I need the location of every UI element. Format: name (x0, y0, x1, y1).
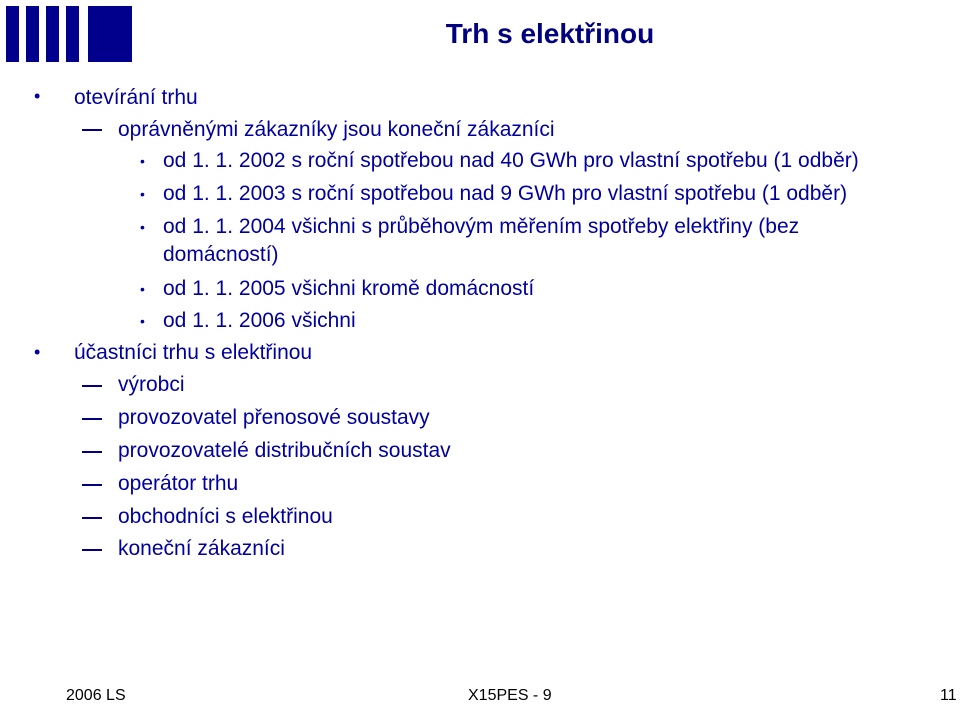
dash-icon (82, 451, 102, 453)
bullet-icon: • (34, 342, 41, 362)
dash-icon (82, 484, 102, 486)
bullet-icon: • (140, 281, 145, 297)
footer-center: X15PES - 9 (468, 687, 552, 704)
bullet-icon: • (140, 153, 145, 169)
list-item-level2: operátor trhu (118, 472, 239, 495)
footer-page-number: 11 (940, 687, 957, 704)
list-item-level2: koneční zákazníci (118, 537, 285, 560)
slide-title: Trh s elektřinou (445, 18, 655, 49)
bullet-icon: • (34, 86, 41, 106)
dash-icon (82, 517, 102, 519)
list-item-level3: od 1. 1. 2002 s roční spotřebou nad 40 GWh pro vlastní spotřebu (1 odběr) (163, 149, 859, 172)
list-item-level3: od 1. 1. 2006 všichni (163, 309, 356, 332)
list-item-level2: výrobci (118, 373, 185, 396)
list-item-level3: od 1. 1. 2003 s roční spotřebou nad 9 GWh pro vlastní spotřebu (1 odběr) (163, 182, 848, 205)
list-item-level2: provozovatelé distribučních soustav (118, 439, 451, 462)
dash-icon (82, 418, 102, 420)
list-item-level3-continuation: domácností) (163, 243, 279, 266)
list-item-level2: obchodníci s elektřinou (118, 505, 333, 528)
list-item-level1: účastníci trhu s elektřinou (74, 341, 313, 364)
bullet-icon: • (140, 219, 145, 235)
list-item-level2: provozovatel přenosové soustavy (118, 406, 430, 429)
list-item-level2: oprávněnými zákazníky jsou koneční zákazníci (118, 118, 555, 141)
dash-icon (82, 549, 102, 551)
list-item-level1: otevírání trhu (74, 86, 198, 109)
dash-icon (82, 129, 102, 131)
list-item-level3: od 1. 1. 2004 všichni s průběhovým měřením spotřeby elektřiny (bez (163, 215, 800, 238)
dash-icon (82, 385, 102, 387)
footer-left: 2006 LS (66, 687, 126, 704)
list-item-level3: od 1. 1. 2005 všichni kromě domácností (163, 277, 535, 300)
bullet-icon: • (140, 186, 145, 202)
bullet-icon: • (140, 313, 145, 329)
